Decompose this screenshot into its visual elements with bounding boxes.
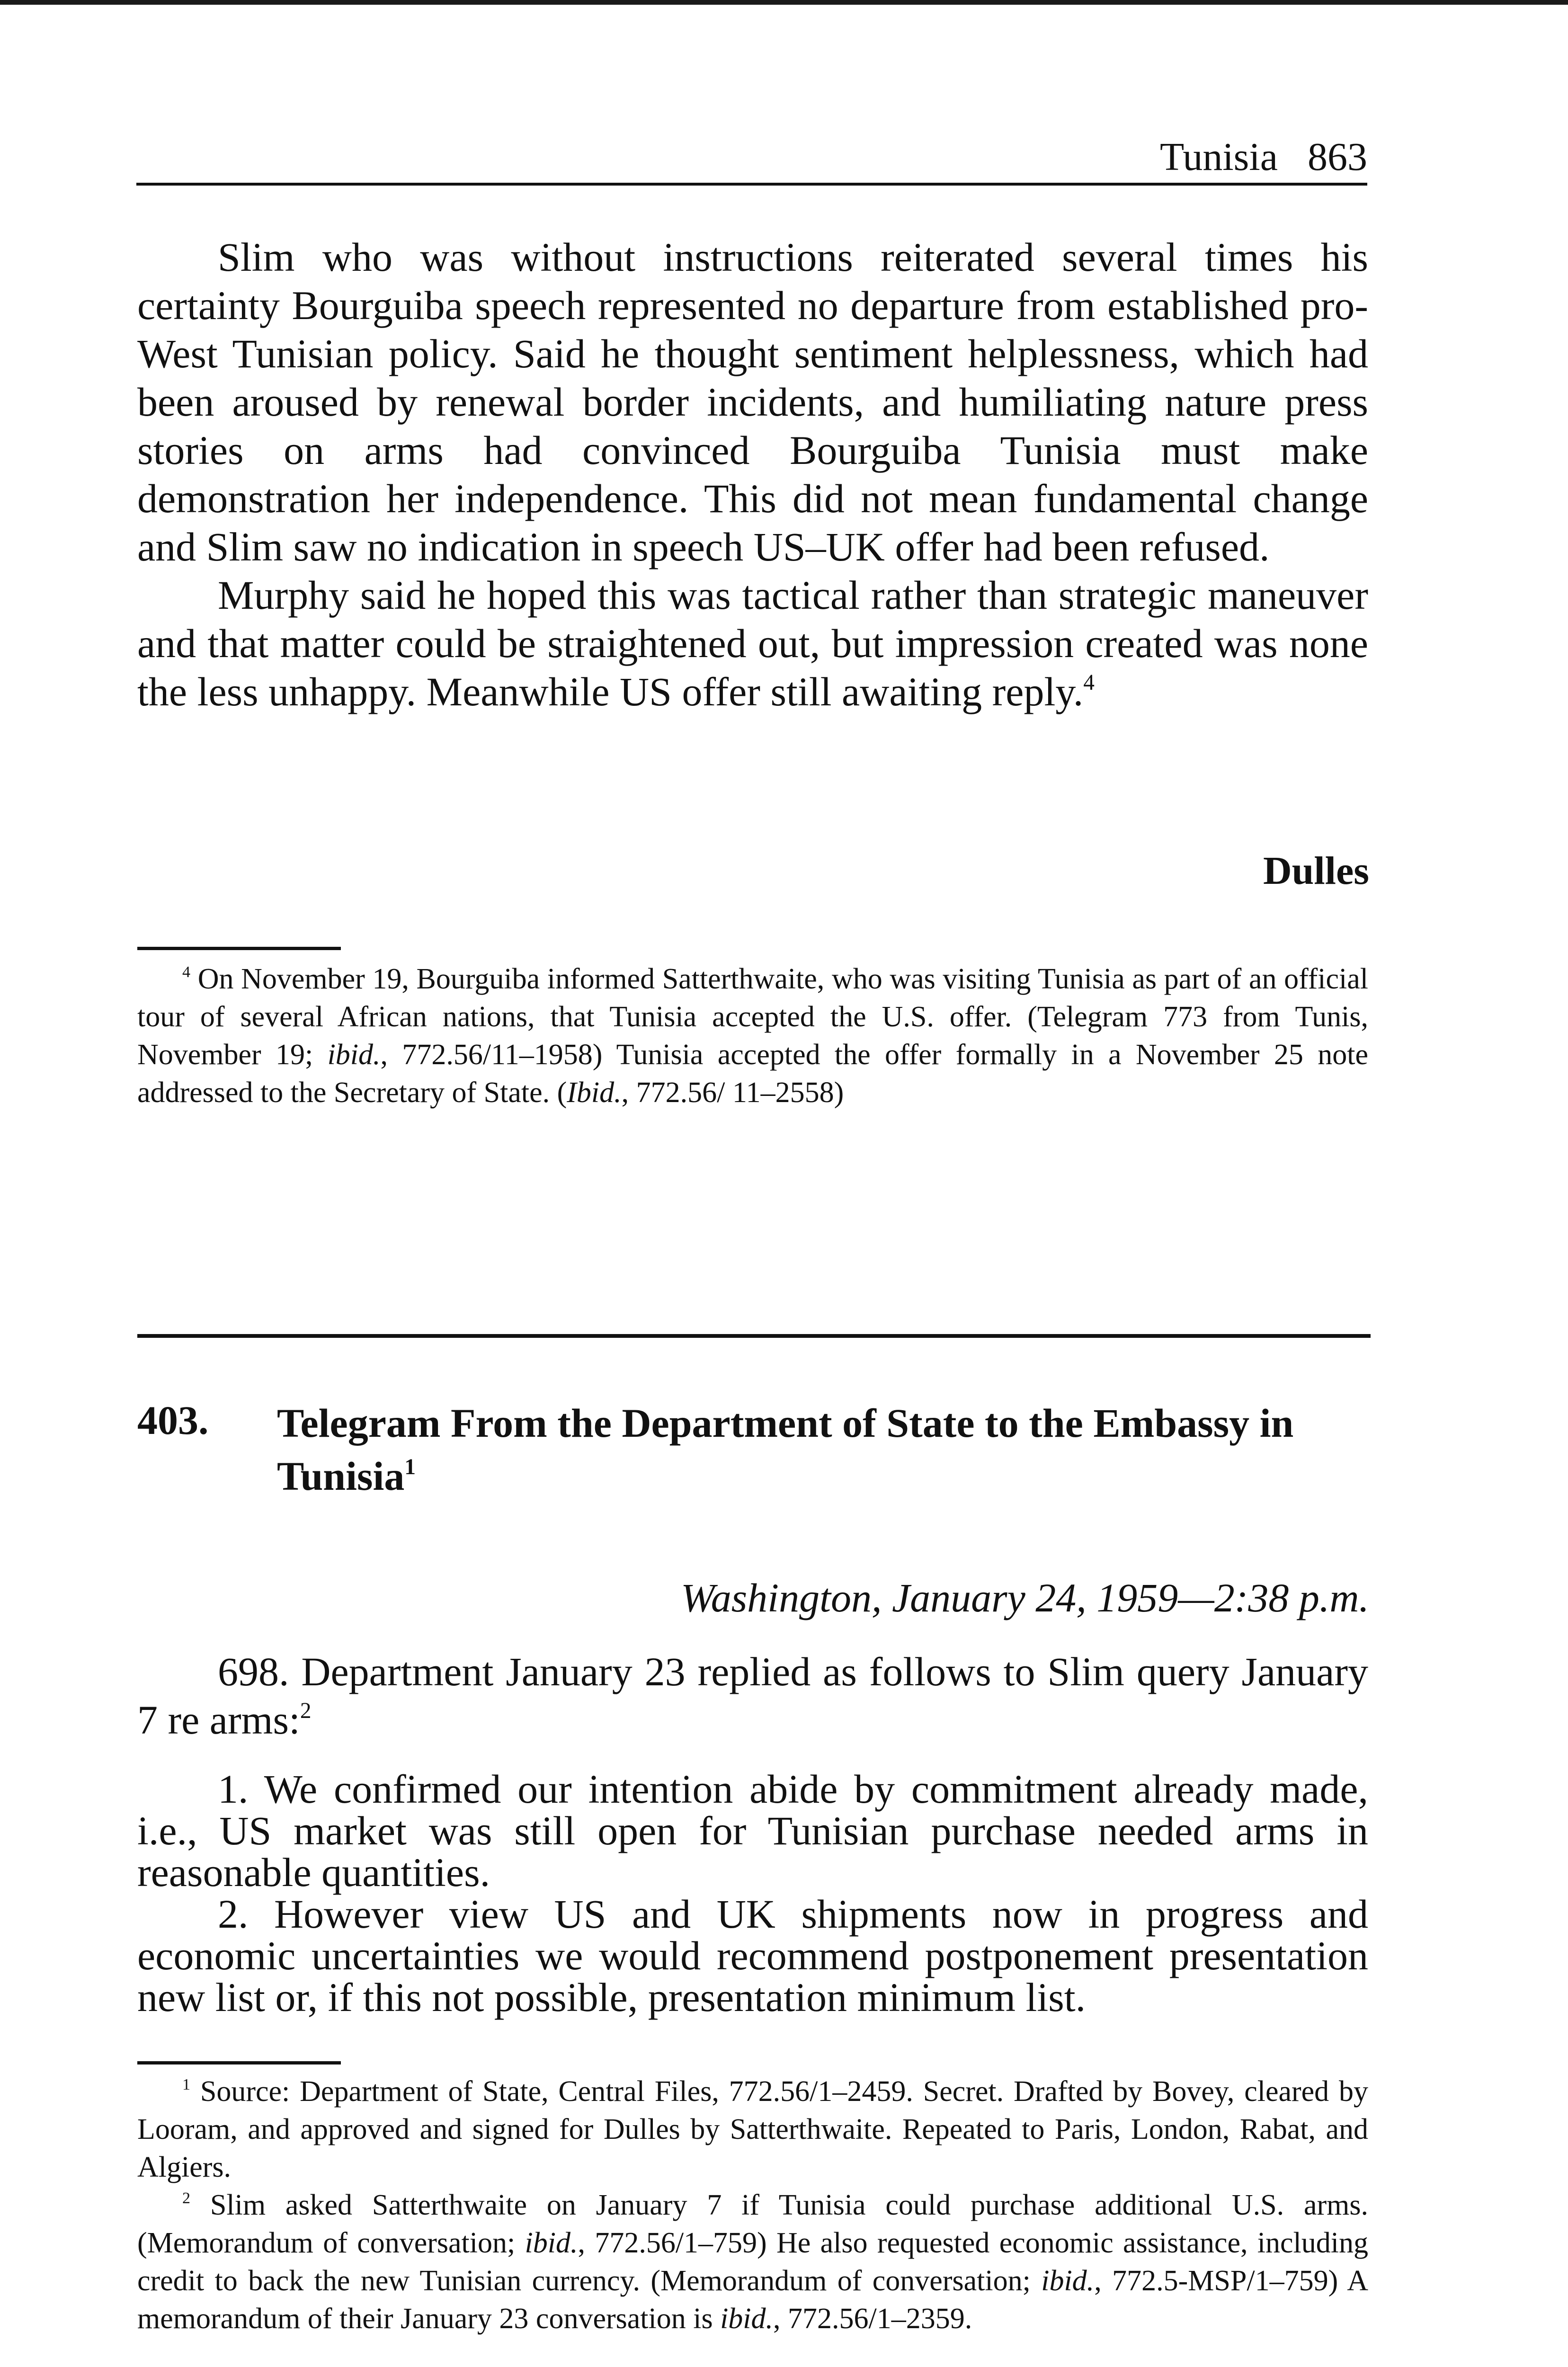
section-rule [137,1334,1371,1338]
page-top-edge [0,0,1568,5]
footnote-marker: 2 [182,2189,191,2207]
running-head-text [1160,133,1367,181]
footnote-ibid: ibid. [720,2303,774,2335]
intro-text: 698. Department January 23 replied as follows to Slim query January 7 re arms: [137,1649,1368,1743]
document-title-text: Telegram From the Department of State to the Embassy in Tunisia [277,1400,1294,1499]
telegram-body [137,1647,1368,1744]
footnote-1 [137,2073,1368,2186]
footnote-rule [137,947,341,950]
running-head-section: Tunisia [1159,135,1278,179]
page-number: 863 [1308,135,1367,179]
footnote-section-top [137,960,1368,1112]
footnote-ref: 4 [1083,670,1095,695]
footnote-text: , 772.56/ 11–2558) [621,1077,844,1109]
running-head [136,124,1367,186]
footnote-ref: 2 [300,1698,312,1723]
footnote-text: , 772.56/1–759) He also requested economic assistance, including credit to back the new Tunisian currency. (Memorandum of conversation; [137,2227,1368,2297]
telegram-items [137,1768,1368,2018]
paragraph-text: Murphy said he hoped this was tactical rather than strategic maneuver and that matter could be straightened out, but impression created was none the less unhappy. Meanwhile US offer still awaiting reply. [137,572,1368,714]
footnote-rule [137,2061,341,2064]
footnote-text: On November 19, Bourguiba informed Satterthwaite, who was visiting Tunisia as part of an official tour of several African nations, that Tunisia accepted the U.S. offer. (Telegram 773 from Tunis, November 19; [137,963,1369,1071]
telegram-intro [137,1647,1368,1744]
running-head-rule [136,183,1367,186]
footnote-marker: 4 [182,963,191,981]
footnote-marker: 1 [182,2076,191,2094]
list-item: 2. However view US and UK shipments now in progress and economic uncertainties we would recommend postponement presentation new list or, if this not possible, presentation minimum list. [137,1891,1368,2020]
footnote-text: , 772.56/1–2359. [773,2303,972,2335]
footnote-text: Slim asked Satterthwaite on January 7 if Tunisia could purchase additional U.S. arms. (Memorandum of conversation; [137,2189,1368,2259]
footnote-text: Source: Department of State, Central Files, 772.56/1–2459. Secret. Drafted by Bovey, cleared by Looram, and approved and signed for Dulles by Satterthwaite. Repeated to Paris, London, Rabat, and Algiers. [137,2075,1368,2183]
document-number: 403. [137,1397,209,1443]
dateline: Washington, January 24, 1959—2:38 p.m. [680,1575,1369,1620]
footnote-4 [137,960,1368,1112]
body-paragraph [137,571,1368,716]
signature: Dulles [1263,849,1369,893]
footnote-ibid: ibid. [525,2227,578,2259]
footnote-2 [137,2186,1368,2338]
footnote-text: , 772.5-MSP/1–759) A memorandum of their January 23 conversation is [137,2265,1368,2335]
footnote-ibid: ibid. [1041,2265,1095,2297]
footnote-ibid: Ibid. [567,1077,622,1109]
footnote-text: , 772.56/11–1958) Tunisia accepted the offer formally in a November 25 note addressed to the Secretary of State. ( [137,1039,1368,1109]
footnote-section-bottom [137,2073,1368,2338]
footnote-ibid: ibid. [327,1039,381,1071]
list-item: 1. We confirmed our intention abide by commitment already made, i.e., US market was still open for Tunisian purchase needed arms in reasonable quantities. [137,1766,1368,1895]
document-title [277,1397,1371,1503]
footnote-ref: 1 [404,1454,416,1479]
continued-telegram-body [137,233,1368,716]
numbered-list [137,1768,1368,2018]
body-paragraph: Slim who was without instructions reiterated several times his certainty Bourguiba speech represented no departure from established pro-West Tunisian policy. Said he thought sentiment helplessness, which had been aroused by renewal border incidents, and humiliating nature press stories on arms had convinced Bourguiba Tunisia must make demonstration her independence. This did not mean fundamental change and Slim saw no indication in speech US–UK offer had been refused. [137,234,1368,570]
